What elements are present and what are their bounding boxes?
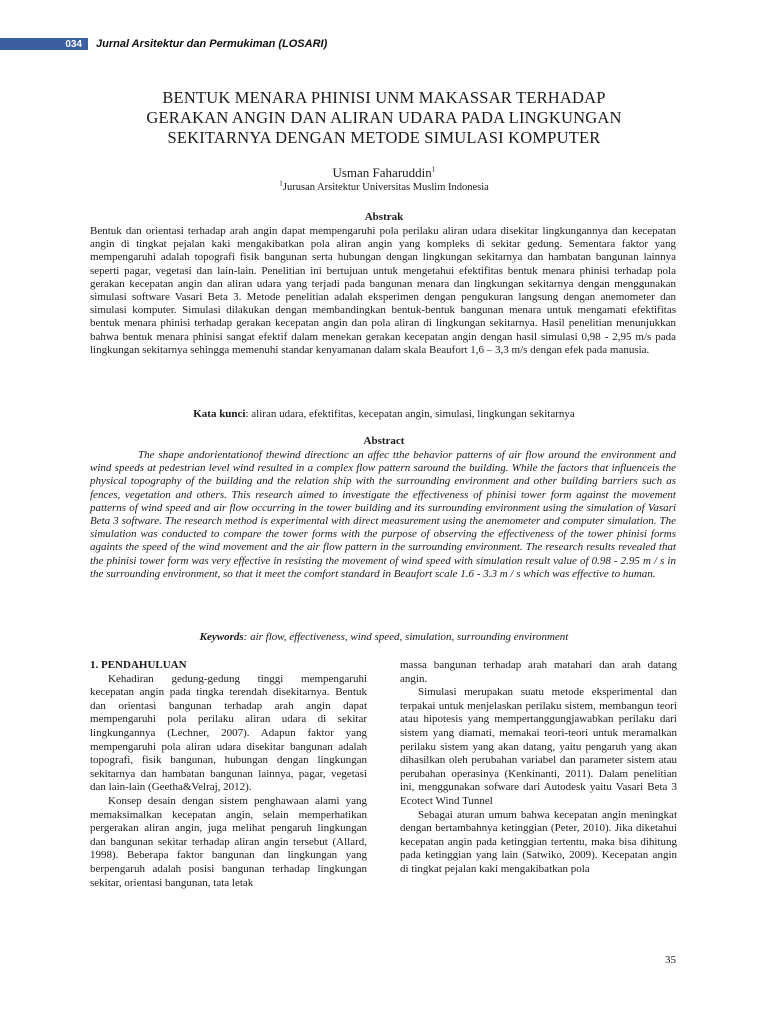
author-name: Usman Faharuddin (332, 165, 432, 180)
author-superscript: 1 (431, 164, 436, 174)
left-column (90, 659, 367, 890)
abstract-text: The shape andorientationof thewind directionc an affec tthe behavior patterns of air flow around the environment and wind speeds at pedestrian level wind resulted in a complex flow pattern saround the building. While the factors that influenceis the physical topography of the building and the relation ship with the surrounding environment and other building barriers such as fences, vegetation and others. This research aimed to investigate the effectiveness of phinisi tower form against the movement patterns of wind speed and air flow occurring in the tower building and its surrounding environment using the simulation of Vasari Beta 3 software. The research method is experimental with direct measurement using the anemometer and computer simulation. The simulation was conducted to compare the tower forms with the purpose of observing the effectiveness of the tower phinisi forms againts the speed of the wind movement and the air flow pattern in the surrounding environment. The research results revealed that the phinisi tower form was very effective in resisting the movement of wind speed with simulation result value of 0.98 - 2.95 m / s in the surrounding environment, so that it meet the comfort standard in Beaufort scale 1.6 - 3.3 m / s which was effective to human. (90, 449, 676, 580)
affiliation-superscript: 1 (279, 178, 283, 188)
right-paragraph-1: Simulasi merupakan suatu metode eksperimental dan terpakai untuk menjelaskan perilaku sistem, membangun teori atau hipotesis yang mempertanggungjawabkan perilaku dari sistem yang diamati, memakai teori-teori untuk meramalkan perilaku sistem yang akan datang, yaitu pengaruh yang akan dihasilkan oleh perubahan variabel dan parameter sistem atau perubahan operasinya (Kenkinanti, 2011). Dalam penelitian ini, menggunakan sofware dari Autodesk yaitu Vasari Beta 3 Ecotect Wind Tunnel (400, 686, 677, 807)
keywords (0, 631, 768, 643)
running-header (0, 38, 768, 50)
author (0, 165, 768, 181)
paper-title (60, 88, 708, 148)
kata-kunci-text: : aliran udara, efektifitas, kecepatan angin, simulasi, lingkungan sekitarnya (245, 408, 575, 420)
journal-title: Jurnal Arsitektur dan Permukiman (LOSARI) (96, 38, 328, 50)
abstract-heading: Abstract (363, 435, 405, 447)
title-line-3: SEKITARNYA DENGAN METODE SIMULASI KOMPUTER (167, 128, 601, 147)
kata-kunci (0, 408, 768, 420)
affiliation (0, 178, 768, 193)
abstrak-text: Bentuk dan orientasi terhadap arah angin dapat mempengaruhi pola perilaku aliran udara disekitar lingkungannya dan kecepatan angin di tingkat pejalan kaki mengakibatkan pola aliran angin yang kompleks di sekitar gedung. Sementara faktor yang mempengaruhi adalah topografi fisik bangunan serta hubungan dengan lingkungan sekitarnya dan hambatan bangunan lainnya seperti pagar, vegetasi dan lain-lain. Penelitian ini bertujuan untuk mengetahui efektifitas bentuk menara phinisi terhadap pola gerakan kecepatan angin dan aliran udara yang terjadi pada bangunan menara dan lingkungan sekitarnya dengan menggunakan simulasi software Vasari Beta 3. Metode penelitian adalah eksperimen dengan pengukuran langsung dengan anemometer dan simulasi komputer. Simulasi dilakukan dengan membandingkan bentuk-bentuk bangunan menara untuk mengamati efektifitas bentuk menara phinisi terhadap gerakan kecepatan angin dan pola aliran di lingkungan sekitarnya. Hasil penelitian menunjukkan bahwa bentuk menara phinisi sangat efektif dalam menekan gerakan kecepatan angin dengan hasil simulasi 0,98 - 2,95 m/s pada lingkungan sekitarnya sehingga memenuhi standar kenyamanan dalam skala Beaufort 1,6 – 3,3 m/s dengan efek pada manusia. (90, 225, 676, 356)
section-heading: 1. PENDAHULUAN (90, 659, 187, 671)
right-column (400, 659, 677, 877)
left-paragraph-1: Kehadiran gedung-gedung tinggi mempengaruhi kecepatan angin pada tingka terendah disekitarnya. Bentuk dan orientasi bangunan terhadap arah angin dapat mempengaruhi pola perilaku aliran udara di sekitar lingkungannya (Lechner, 2007). Adapun faktor yang mempengaruhi pola aliran udara disekitar bangunan adalah topografi, fisik bangunan, hubungan dengan lingkungan sekitarnya dan hambatan bangunan lainnya, pagar, vegetasi dan lain-lain (Geetha&Velraj, 2012). (90, 672, 367, 794)
title-line-2: GERAKAN ANGIN DAN ALIRAN UDARA PADA LINGKUNGAN (146, 108, 622, 127)
keywords-text: : air flow, effectiveness, wind speed, simulation, surrounding environment (243, 631, 569, 643)
right-paragraph-0: massa bangunan terhadap arah matahari dan arah datang angin. (400, 659, 677, 685)
footer-page-number: 35 (665, 954, 676, 966)
title-line-1: BENTUK MENARA PHINISI UNM MAKASSAR TERHADAP (162, 88, 606, 107)
abstrak-heading: Abstrak (364, 211, 404, 223)
affiliation-text: Jurusan Arsitektur Universitas Muslim Indonesia (282, 182, 489, 193)
kata-kunci-label: Kata kunci (193, 408, 246, 420)
keywords-label: Keywords (199, 631, 244, 643)
left-paragraph-2: Konsep desain dengan sistem penghawaan alami yang memaksimalkan kecepatan angin, selain memperhatikan pergerakan aliran angin, juga melihat pengaruh lingkungan dan bangunan sekitar terhadap aliran angin tersebut (Allard, 1998). Beberapa faktor bangunan dan lingkungan yang berpengaruh adalah posisi bangunan terhadap lingkungan sekitar, orientasi bangunan, tata letak (90, 794, 367, 889)
header-page-number: 034 (0, 38, 88, 50)
right-paragraph-2: Sebagai aturan umum bahwa kecepatan angin meningkat dengan bertambahnya ketinggian (Peter, 2010). Jika diketahui kecepatan angin pada ketinggian tertentu, maka bisa dihitung pada ketinggian yang lain (Satwiko, 2009). Kecepatan angin di tingkat pejalan kaki mengakibatkan pola (400, 808, 677, 875)
